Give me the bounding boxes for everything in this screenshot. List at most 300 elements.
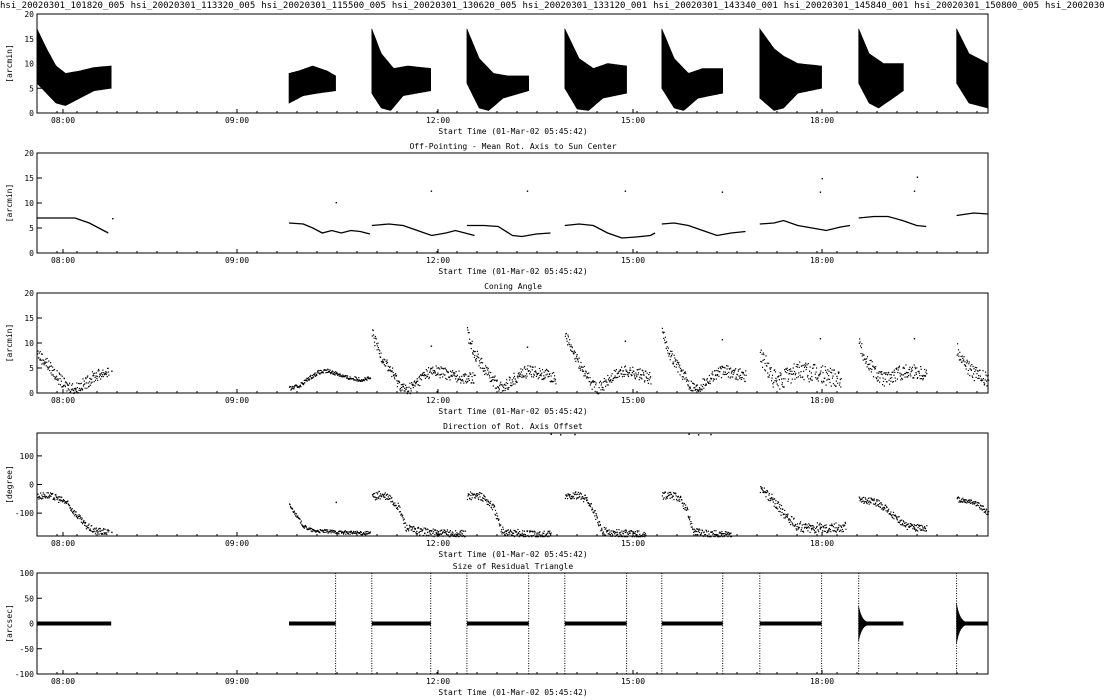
- data-point: [761, 350, 762, 351]
- data-point: [803, 371, 804, 372]
- data-point: [538, 378, 539, 379]
- data-point: [680, 497, 681, 498]
- data-point: [616, 369, 617, 370]
- plot-frame: [37, 153, 988, 253]
- data-point: [762, 487, 763, 488]
- data-point: [581, 498, 582, 499]
- data-point: [809, 527, 810, 528]
- data-point: [781, 512, 782, 513]
- data-point: [774, 369, 775, 370]
- data-point: [818, 530, 819, 531]
- data-point: [39, 353, 40, 354]
- data-outlier: [914, 527, 915, 528]
- data-point: [650, 383, 651, 384]
- data-point: [504, 384, 505, 385]
- data-point: [325, 372, 326, 373]
- data-point: [318, 370, 319, 371]
- data-point: [516, 531, 517, 532]
- data-point: [912, 370, 913, 371]
- data-point: [462, 533, 463, 534]
- data-point: [575, 352, 576, 353]
- data-point: [605, 535, 606, 536]
- data-point: [63, 385, 64, 386]
- data-point: [982, 380, 983, 381]
- data-point: [519, 531, 520, 532]
- data-point: [882, 374, 883, 375]
- data-point: [725, 531, 726, 532]
- data-point: [719, 371, 720, 372]
- data-point: [56, 379, 57, 380]
- data-point: [579, 366, 580, 367]
- data-point: [356, 532, 357, 533]
- data-point: [495, 376, 496, 377]
- data-point: [772, 499, 773, 500]
- data-point: [506, 379, 507, 380]
- data-point: [475, 359, 476, 360]
- data-line: [289, 223, 370, 234]
- data-point: [772, 383, 773, 384]
- data-point: [889, 374, 890, 375]
- data-point: [55, 377, 56, 378]
- data-point: [515, 379, 516, 380]
- data-point: [816, 367, 817, 368]
- data-band: [289, 622, 336, 626]
- data-point: [926, 373, 927, 374]
- data-point: [54, 369, 55, 370]
- data-point: [771, 494, 772, 495]
- data-point: [962, 356, 963, 357]
- data-point: [791, 382, 792, 383]
- data-point: [498, 387, 499, 388]
- x-tick-label: 18:00: [809, 256, 835, 265]
- data-band: [565, 622, 627, 626]
- data-point: [79, 514, 80, 515]
- data-point: [419, 535, 420, 536]
- data-point: [801, 527, 802, 528]
- data-point: [456, 536, 457, 537]
- data-point: [424, 374, 425, 375]
- data-point: [911, 368, 912, 369]
- data-point: [841, 527, 842, 528]
- data-point: [619, 376, 620, 377]
- data-point: [880, 502, 881, 503]
- data-point: [569, 344, 570, 345]
- data-point: [821, 527, 822, 528]
- data-point: [96, 378, 97, 379]
- data-point: [392, 501, 393, 502]
- data-point: [316, 375, 317, 376]
- data-point: [595, 391, 596, 392]
- data-point: [594, 381, 595, 382]
- data-point: [61, 497, 62, 498]
- data-point: [727, 368, 728, 369]
- data-point: [580, 362, 581, 363]
- data-point: [649, 379, 650, 380]
- x-axis-label: Start Time (01-Mar-02 05:45:42): [438, 407, 588, 416]
- data-point: [366, 531, 367, 532]
- data-point: [426, 535, 427, 536]
- data-point: [58, 502, 59, 503]
- data-point: [419, 531, 420, 532]
- data-outlier: [822, 178, 823, 179]
- data-point: [476, 496, 477, 497]
- data-point: [443, 373, 444, 374]
- data-point: [615, 532, 616, 533]
- data-point: [862, 497, 863, 498]
- data-point: [589, 381, 590, 382]
- data-point: [819, 524, 820, 525]
- data-point: [410, 393, 411, 394]
- data-point: [42, 354, 43, 355]
- data-point: [979, 507, 980, 508]
- data-point: [699, 387, 700, 388]
- data-point: [570, 494, 571, 495]
- data-point: [76, 391, 77, 392]
- data-point: [80, 390, 81, 391]
- data-point: [650, 377, 651, 378]
- x-tick-label: 15:00: [620, 116, 646, 125]
- data-outlier: [710, 434, 711, 435]
- x-tick-label: 15:00: [620, 677, 646, 686]
- data-point: [706, 384, 707, 385]
- data-point: [39, 496, 40, 497]
- data-point: [81, 519, 82, 520]
- data-point: [718, 536, 719, 537]
- data-point: [410, 388, 411, 389]
- y-tick-label: -100: [14, 509, 34, 519]
- data-point: [77, 518, 78, 519]
- data-point: [555, 383, 556, 384]
- data-point: [905, 522, 906, 523]
- data-point: [100, 375, 101, 376]
- data-point: [868, 364, 869, 365]
- data-point: [627, 372, 628, 373]
- data-point: [373, 334, 374, 335]
- data-point: [809, 371, 810, 372]
- data-point: [811, 529, 812, 530]
- data-point: [524, 367, 525, 368]
- data-point: [836, 376, 837, 377]
- data-point: [712, 371, 713, 372]
- data-point: [73, 514, 74, 515]
- data-point: [82, 518, 83, 519]
- data-point: [541, 375, 542, 376]
- data-point: [736, 378, 737, 379]
- data-point: [450, 371, 451, 372]
- data-point: [685, 505, 686, 506]
- data-point: [522, 530, 523, 531]
- data-point: [764, 359, 765, 360]
- data-point: [676, 499, 677, 500]
- data-point: [469, 372, 470, 373]
- data-point: [680, 368, 681, 369]
- file-label: hsi_20020301_143340_001: [653, 1, 778, 11]
- data-point: [978, 505, 979, 506]
- data-point: [442, 368, 443, 369]
- data-point: [630, 367, 631, 368]
- data-point: [727, 373, 728, 374]
- data-point: [538, 373, 539, 374]
- data-point: [984, 509, 985, 510]
- data-point: [463, 531, 464, 532]
- data-point: [478, 497, 479, 498]
- data-point: [908, 372, 909, 373]
- data-point: [614, 377, 615, 378]
- data-point: [578, 367, 579, 368]
- data-point: [787, 517, 788, 518]
- data-point: [742, 377, 743, 378]
- file-label: hsi_20020301_150800_005: [914, 1, 1039, 11]
- data-point: [873, 376, 874, 377]
- data-point: [292, 386, 293, 387]
- data-point: [618, 373, 619, 374]
- data-point: [680, 374, 681, 375]
- data-point: [489, 377, 490, 378]
- data-point: [683, 505, 684, 506]
- data-point: [978, 370, 979, 371]
- data-point: [536, 533, 537, 534]
- data-point: [78, 392, 79, 393]
- data-point: [547, 536, 548, 537]
- data-point: [976, 373, 977, 374]
- data-point: [475, 495, 476, 496]
- data-point: [776, 508, 777, 509]
- data-point: [508, 387, 509, 388]
- data-point: [443, 368, 444, 369]
- data-point: [525, 534, 526, 535]
- data-point: [784, 510, 785, 511]
- data-point: [677, 360, 678, 361]
- data-point: [894, 372, 895, 373]
- x-tick-label: 15:00: [620, 396, 646, 405]
- data-point: [446, 369, 447, 370]
- data-point: [899, 366, 900, 367]
- y-tick-label: 0: [29, 480, 34, 490]
- data-point: [839, 385, 840, 386]
- data-point: [923, 527, 924, 528]
- data-point: [961, 499, 962, 500]
- x-tick-label: 08:00: [50, 396, 76, 405]
- data-point: [644, 380, 645, 381]
- data-point: [543, 536, 544, 537]
- data-point: [66, 503, 67, 504]
- data-point: [411, 382, 412, 383]
- data-point: [905, 526, 906, 527]
- data-point: [531, 376, 532, 377]
- data-point: [466, 382, 467, 383]
- data-point: [63, 386, 64, 387]
- y-tick-label: 5: [29, 224, 34, 233]
- data-point: [497, 380, 498, 381]
- data-point: [691, 381, 692, 382]
- data-point: [779, 379, 780, 380]
- data-point: [480, 492, 481, 493]
- data-point: [892, 372, 893, 373]
- x-tick-label: 09:00: [224, 256, 250, 265]
- data-point: [829, 379, 830, 380]
- x-tick-label: 18:00: [809, 116, 835, 125]
- data-point: [636, 374, 637, 375]
- data-point: [307, 380, 308, 381]
- x-axis-label: Start Time (01-Mar-02 05:45:42): [438, 127, 588, 136]
- data-point: [863, 503, 864, 504]
- data-point: [358, 381, 359, 382]
- data-point: [838, 529, 839, 530]
- data-point: [828, 375, 829, 376]
- data-point: [105, 371, 106, 372]
- data-point: [713, 380, 714, 381]
- data-outlier: [336, 373, 337, 374]
- data-point: [715, 374, 716, 375]
- data-point: [685, 507, 686, 508]
- data-point: [777, 384, 778, 385]
- data-point: [526, 376, 527, 377]
- x-tick-label: 15:00: [620, 256, 646, 265]
- data-point: [434, 370, 435, 371]
- data-point: [455, 376, 456, 377]
- data-point: [437, 368, 438, 369]
- data-point: [647, 380, 648, 381]
- data-point: [703, 388, 704, 389]
- data-point: [405, 527, 406, 528]
- data-point: [923, 378, 924, 379]
- data-point: [43, 492, 44, 493]
- data-line: [760, 221, 850, 231]
- data-point: [886, 372, 887, 373]
- y-tick-label: 0: [29, 619, 34, 629]
- data-point: [379, 491, 380, 492]
- data-point: [539, 368, 540, 369]
- data-point: [517, 382, 518, 383]
- data-point: [510, 382, 511, 383]
- data-point: [834, 369, 835, 370]
- data-point: [518, 533, 519, 534]
- data-point: [776, 507, 777, 508]
- data-point: [766, 366, 767, 367]
- data-point: [602, 529, 603, 530]
- data-point: [971, 500, 972, 501]
- data-point: [882, 384, 883, 385]
- data-point: [811, 372, 812, 373]
- data-point: [795, 524, 796, 525]
- data-point: [37, 494, 38, 495]
- data-point: [696, 531, 697, 532]
- data-band: [662, 622, 723, 626]
- data-point: [472, 497, 473, 498]
- data-point: [584, 499, 585, 500]
- data-point: [829, 371, 830, 372]
- data-point: [615, 376, 616, 377]
- data-point: [483, 371, 484, 372]
- data-point: [336, 372, 337, 373]
- data-point: [622, 536, 623, 537]
- data-point: [926, 370, 927, 371]
- data-point: [415, 383, 416, 384]
- data-point: [889, 384, 890, 385]
- data-point: [625, 366, 626, 367]
- data-point: [702, 378, 703, 379]
- data-point: [730, 368, 731, 369]
- data-point: [91, 525, 92, 526]
- data-point: [486, 501, 487, 502]
- data-point: [689, 388, 690, 389]
- data-point: [500, 384, 501, 385]
- y-tick-label: 5: [29, 84, 34, 94]
- data-point: [409, 383, 410, 384]
- data-point: [430, 534, 431, 535]
- data-point: [538, 532, 539, 533]
- data-point: [877, 376, 878, 377]
- data-point: [482, 362, 483, 363]
- data-point: [776, 380, 777, 381]
- data-point: [408, 387, 409, 388]
- data-point: [892, 514, 893, 515]
- data-point: [672, 353, 673, 354]
- data-point: [345, 530, 346, 531]
- data-point: [462, 380, 463, 381]
- data-point: [734, 370, 735, 371]
- data-point: [108, 530, 109, 531]
- data-point: [724, 374, 725, 375]
- data-point: [962, 502, 963, 503]
- data-point: [411, 526, 412, 527]
- data-point: [634, 377, 635, 378]
- data-point: [612, 373, 613, 374]
- data-point: [671, 494, 672, 495]
- data-point: [859, 498, 860, 499]
- data-point: [425, 378, 426, 379]
- data-point: [389, 366, 390, 367]
- data-point: [673, 363, 674, 364]
- data-point: [899, 373, 900, 374]
- data-point: [896, 516, 897, 517]
- data-point: [415, 528, 416, 529]
- data-point: [823, 527, 824, 528]
- data-point: [445, 368, 446, 369]
- data-point: [448, 372, 449, 373]
- data-point: [517, 529, 518, 530]
- data-point: [903, 374, 904, 375]
- data-point: [68, 384, 69, 385]
- data-outlier: [688, 434, 689, 435]
- data-point: [539, 377, 540, 378]
- data-point: [837, 530, 838, 531]
- data-point: [885, 379, 886, 380]
- data-point: [873, 503, 874, 504]
- data-point: [469, 498, 470, 499]
- data-point: [401, 514, 402, 515]
- data-point: [522, 533, 523, 534]
- data-point: [874, 499, 875, 500]
- data-point: [667, 353, 668, 354]
- data-point: [635, 373, 636, 374]
- data-point: [101, 530, 102, 531]
- data-point: [782, 508, 783, 509]
- data-point: [868, 502, 869, 503]
- data-point: [826, 524, 827, 525]
- data-point: [576, 498, 577, 499]
- data-point: [637, 374, 638, 375]
- data-point: [571, 498, 572, 499]
- data-point: [463, 374, 464, 375]
- data-point: [66, 382, 67, 383]
- data-point: [456, 381, 457, 382]
- data-point: [520, 376, 521, 377]
- data-point: [482, 368, 483, 369]
- data-point: [835, 522, 836, 523]
- data-point: [964, 361, 965, 362]
- data-point: [872, 361, 873, 362]
